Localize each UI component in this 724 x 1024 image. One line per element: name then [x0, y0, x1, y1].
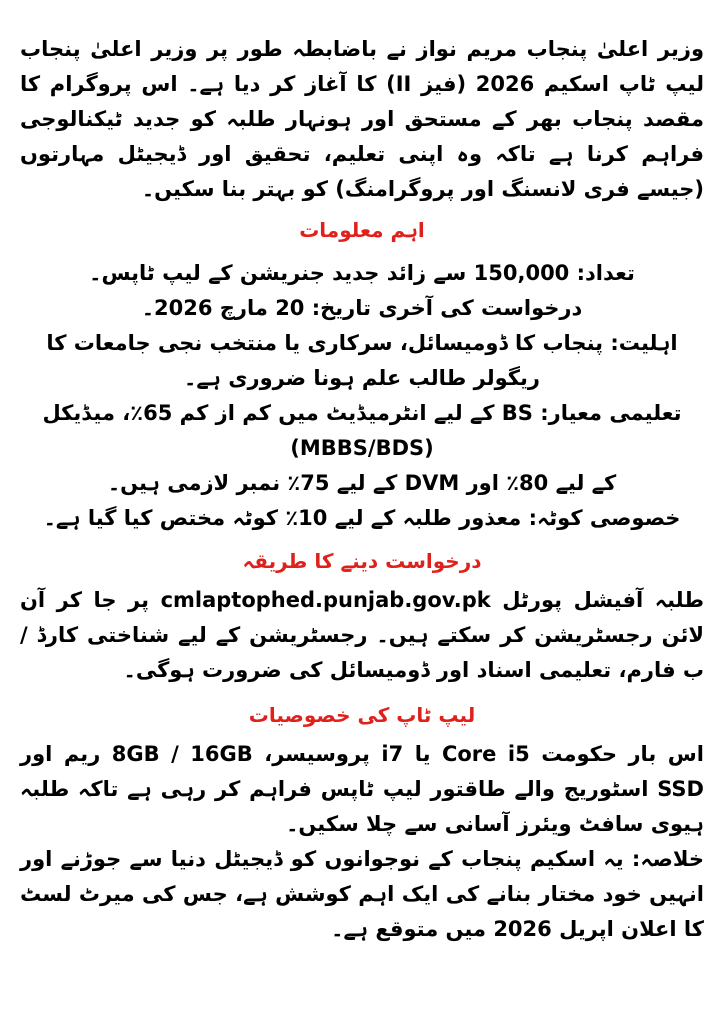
apply-heading: درخواست دینے کا طریقہ	[242, 549, 482, 573]
features-heading: لیپ ٹاپ کی خصوصیات	[248, 703, 476, 727]
key-info-heading: اہم معلومات	[299, 218, 425, 242]
intro-paragraph: وزیر اعلیٰ پنجاب مریم نواز نے باضابطہ طور پر وزیر اعلیٰ پنجاب لیپ ٹاپ اسکیم 2026 (فیز II) کا آغاز کر دیا ہے۔ اس پروگرام کا مقصد پنجاب بھر کے مستحق اور ہونہار طلبہ کو جدید ٹیکنالوجی فراہم کرنا ہے تاکہ وہ اپنی تعلیم، تحقیق اور ڈیجیٹل مہارتوں (جیسے فری لانسنگ اور پروگرامنگ) کو بہتر بنا سکیں۔	[20, 37, 704, 201]
eligibility: اہلیت: پنجاب کا ڈومیسائل، سرکاری یا منتخب نجی جامعات کا ریگولر طالب علم ہونا ضروری ہے۔	[46, 331, 678, 390]
special-quota: خصوصی کوٹہ: معذور طلبہ کے لیے 10٪ کوٹہ مختص کیا گیا ہے۔	[43, 506, 681, 530]
apply-paragraph: طلبہ آفیشل پورٹل cmlaptophed.punjab.gov.pk پر جا کر آن لائن رجسٹریشن کر سکتے ہیں۔ رجسٹریشن کے لیے شناختی کارڈ / ب فارم، تعلیمی اسناد اور ڈومیسائل کی ضرورت ہوگی۔	[20, 588, 704, 682]
laptop-count: تعداد: 150,000 سے زائد جدید جنریشن کے لیپ ٹاپس۔	[89, 261, 635, 285]
summary-paragraph: خلاصہ: یہ اسکیم پنجاب کے نوجوانوں کو ڈیجیٹل دنیا سے جوڑنے اور انہیں خود مختار بنانے کی ایک اہم کوشش ہے، جس کی میرٹ لسٹ کا اعلان اپریل 2026 میں متوقع ہے۔	[20, 847, 704, 941]
features-paragraph: اس بار حکومت Core i5 یا i7 پروسیسر، 8GB / 16GB ریم اور SSD اسٹوریج والے طاقتور لیپ ٹاپس فراہم کر رہی ہے تاکہ طلبہ ہیوی سافٹ ویئرز آسانی سے چلا سکیں۔	[20, 742, 704, 836]
academic-criteria-line-2: کے لیے 80٪ اور DVM کے لیے 75٪ نمبر لازمی ہیں۔	[107, 471, 617, 495]
application-deadline: درخواست کی آخری تاریخ: 20 مارچ 2026۔	[141, 296, 583, 320]
academic-criteria-line-1: تعلیمی معیار: BS کے لیے انٹرمیڈیٹ میں کم از کم 65٪، میڈیکل (MBBS/BDS)	[42, 401, 682, 460]
